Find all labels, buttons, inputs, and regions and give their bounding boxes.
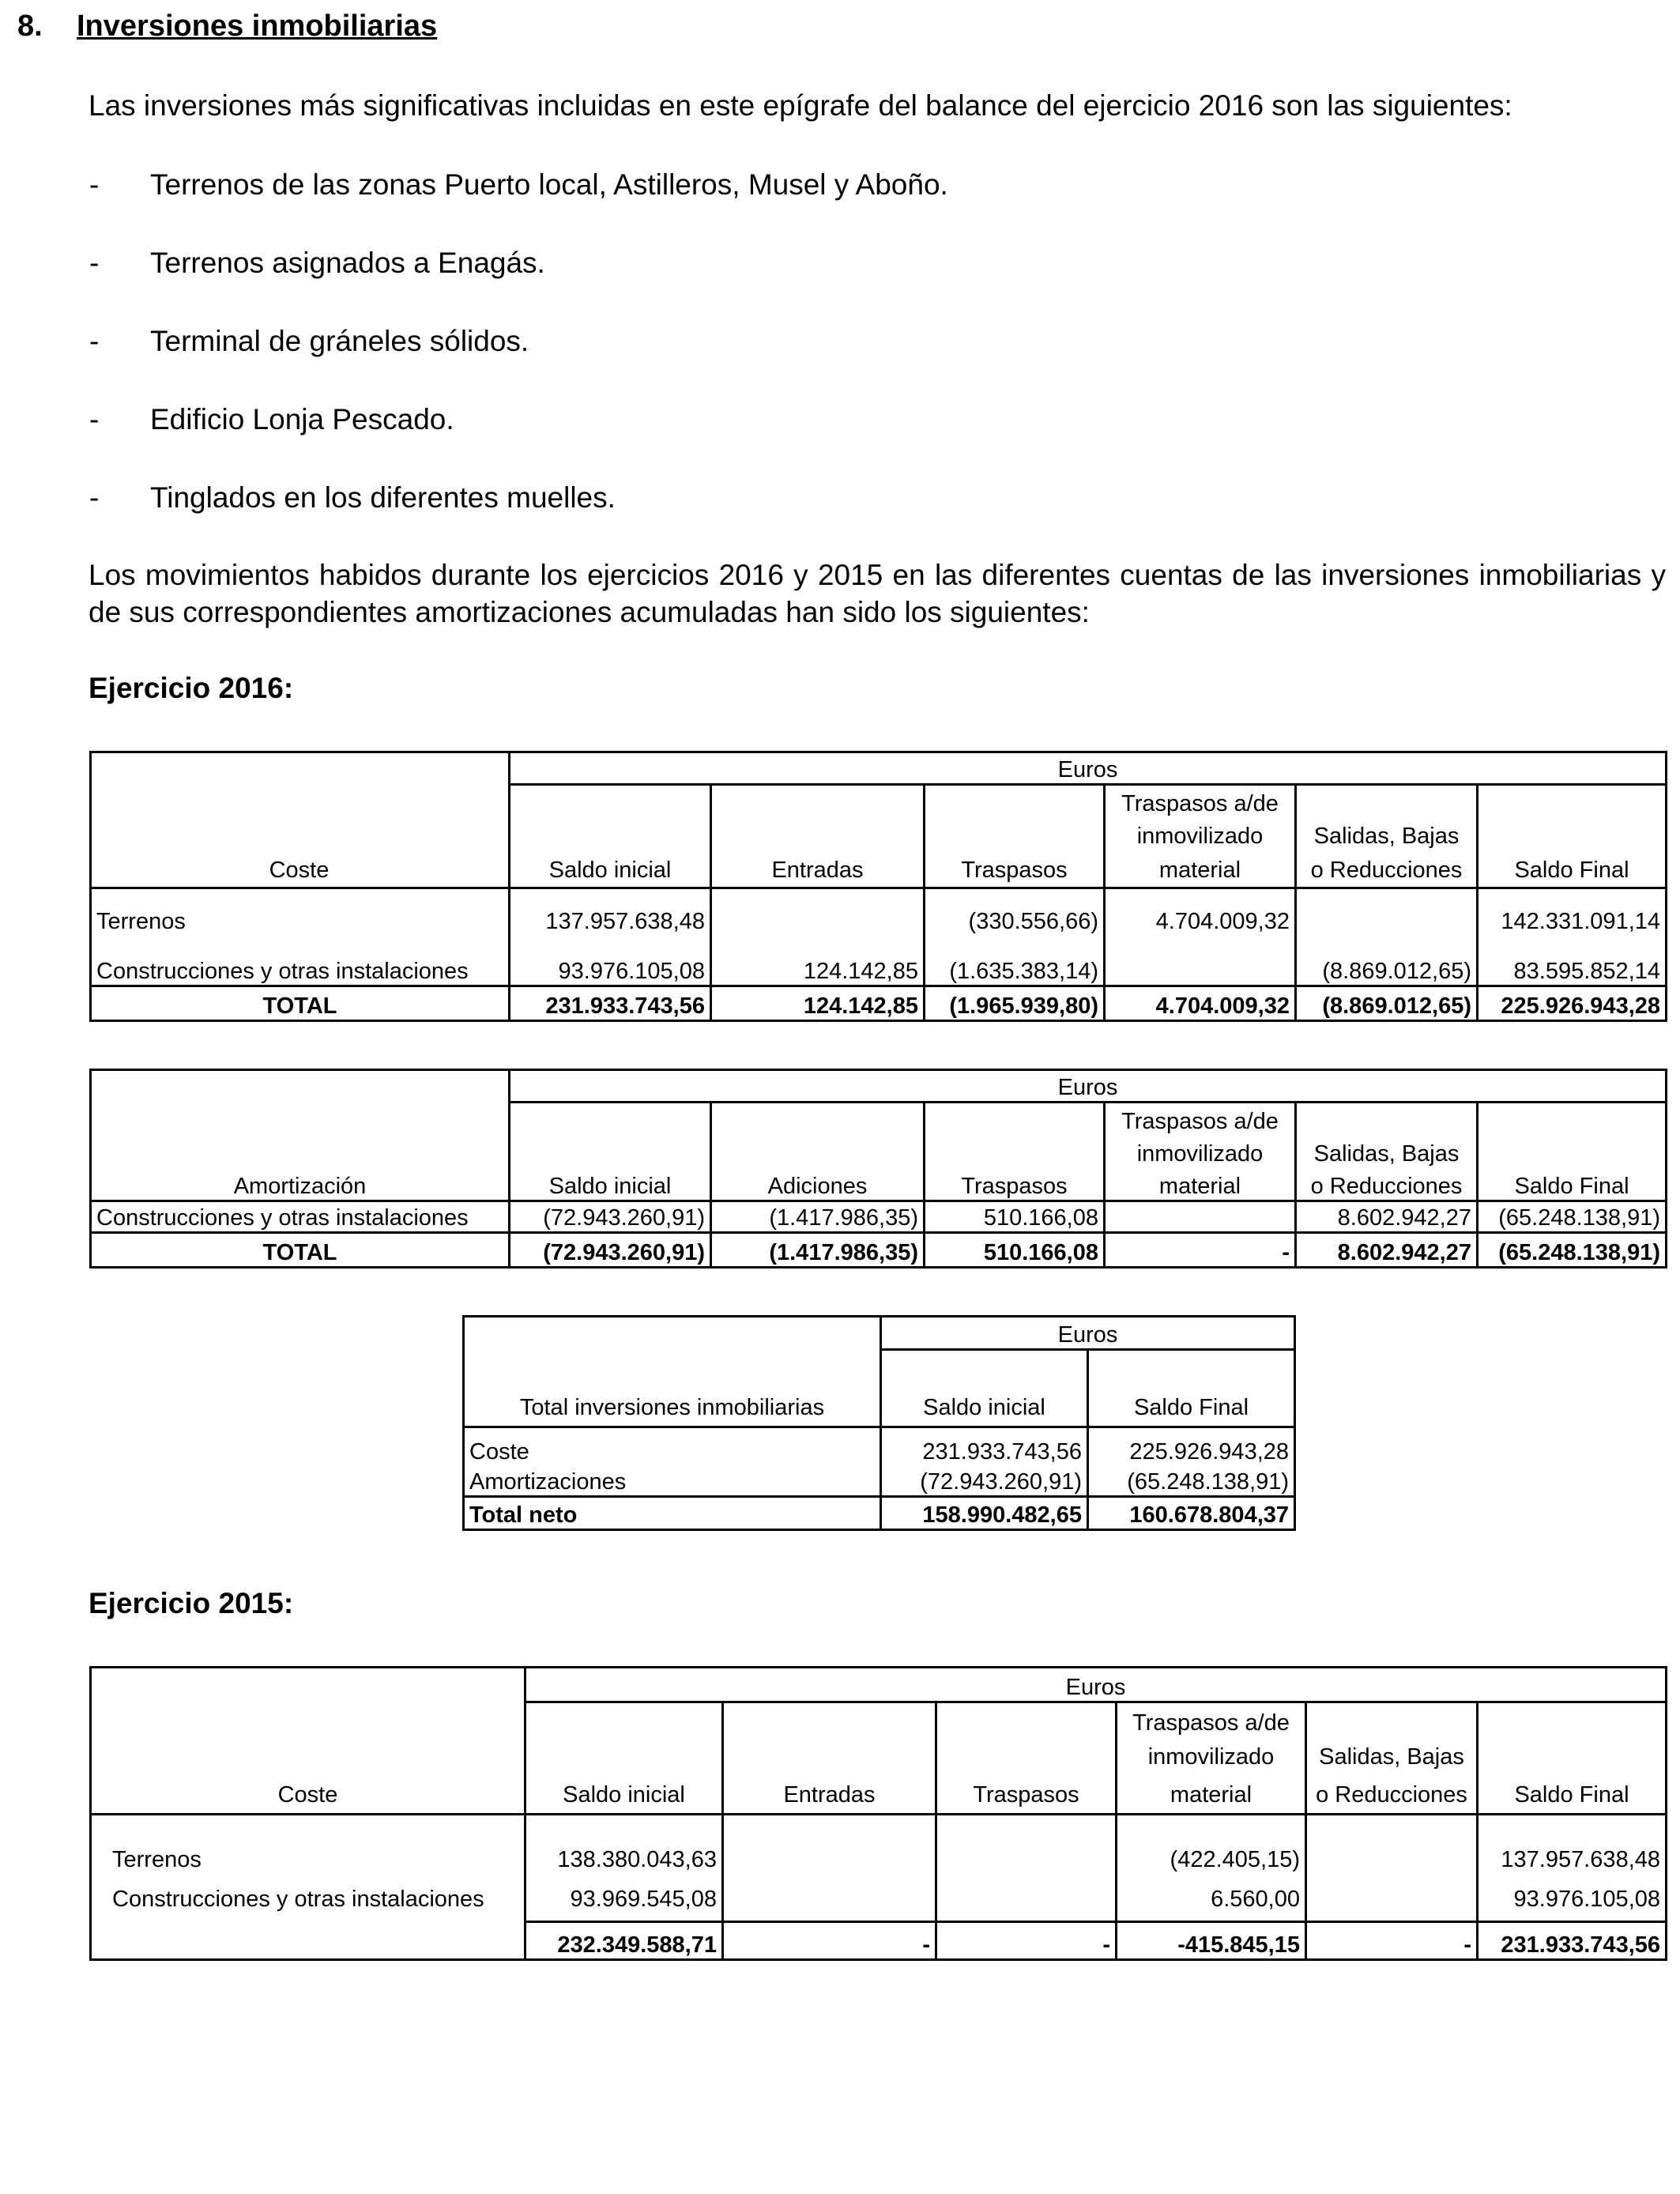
col-header: Entradas xyxy=(711,850,925,884)
bullet-dash: - xyxy=(89,325,100,357)
col-header: material xyxy=(1117,1770,1306,1815)
cell xyxy=(1306,1873,1478,1913)
col-header: Saldo inicial xyxy=(525,1770,723,1815)
cell: (422.405,15) xyxy=(1117,1815,1306,1873)
total-cell: - xyxy=(936,1922,1117,1960)
coste-2016-table xyxy=(89,751,1667,1022)
cell: 6.560,00 xyxy=(1117,1873,1306,1913)
col-header: Salidas, Bajas xyxy=(1296,817,1478,850)
cell xyxy=(936,1873,1117,1913)
amort-column-title: Amortización xyxy=(91,1070,510,1201)
cell: (1.635.383,14) xyxy=(925,935,1105,986)
cell: (65.248.138,91) xyxy=(1478,1201,1667,1233)
row-label: Coste xyxy=(464,1427,881,1465)
total-cell: 124.142,85 xyxy=(711,986,925,1020)
cell: 93.969.545,08 xyxy=(525,1873,723,1913)
bullet-dash: - xyxy=(89,481,100,514)
col-header: inmovilizado xyxy=(1105,1135,1296,1167)
cell xyxy=(723,1815,936,1873)
row-label: Terrenos xyxy=(91,889,510,935)
euros-header: Euros xyxy=(510,752,1667,785)
col-header: Saldo Final xyxy=(1478,850,1667,884)
cell: 124.142,85 xyxy=(711,935,925,986)
total-cell: 4.704.009,32 xyxy=(1105,986,1296,1020)
cell xyxy=(711,889,925,935)
col-header: Traspasos xyxy=(925,850,1105,884)
col-header: Traspasos a/de xyxy=(1117,1702,1306,1736)
total-cell: (1.417.986,35) xyxy=(711,1233,925,1268)
row-label: Terrenos xyxy=(91,1815,525,1873)
coste-2015-table xyxy=(89,1666,1667,1961)
total-cell: 8.602.942,27 xyxy=(1296,1233,1478,1268)
row-label: Construcciones y otras instalaciones xyxy=(91,1873,525,1913)
bullet-text: Terrenos de las zonas Puerto local, Astilleros, Musel y Aboño. xyxy=(150,168,948,201)
cell xyxy=(723,1873,936,1913)
total-cell: 510.166,08 xyxy=(925,1233,1105,1268)
col-header: Saldo inicial xyxy=(510,850,711,884)
cell: 93.976.105,08 xyxy=(1478,1873,1667,1913)
cell: 142.331.091,14 xyxy=(1478,889,1667,935)
col-header: Traspasos a/de xyxy=(1105,785,1296,817)
bullet-text: Terminal de gráneles sólidos. xyxy=(150,325,529,357)
total-cell: (8.869.012,65) xyxy=(1296,986,1478,1020)
coste-column-title: Coste xyxy=(91,1668,525,1815)
cell: 8.602.942,27 xyxy=(1296,1201,1478,1233)
col-header: Adiciones xyxy=(711,1167,925,1201)
cell: (72.943.260,91) xyxy=(510,1201,711,1233)
cell: (65.248.138,91) xyxy=(1088,1465,1295,1497)
col-header: o Reducciones xyxy=(1296,850,1478,884)
total-label xyxy=(91,1922,525,1960)
euros-header: Euros xyxy=(881,1317,1295,1350)
movements-paragraph: Los movimientos habidos durante los ejercicios 2016 y 2015 en las diferentes cuentas de las inversiones inmobiliarias y de sus correspondientes amortizaciones acumuladas han sido los siguientes: xyxy=(89,559,1666,628)
total-cell: (72.943.260,91) xyxy=(510,1233,711,1268)
cell xyxy=(1306,1815,1478,1873)
cell xyxy=(1105,935,1296,986)
intro-paragraph: Las inversiones más significativas incluidas en este epígrafe del balance del ejercicio 2016 son las siguientes: xyxy=(89,89,1512,122)
ejercicio-2015-heading: Ejercicio 2015: xyxy=(89,1587,294,1619)
cell: 231.933.743,56 xyxy=(881,1427,1088,1465)
total-cell: - xyxy=(1306,1922,1478,1960)
col-header: inmovilizado xyxy=(1117,1736,1306,1770)
total-cell: (1.965.939,80) xyxy=(925,986,1105,1020)
col-header: Traspasos a/de xyxy=(1105,1103,1296,1135)
cell: (330.556,66) xyxy=(925,889,1105,935)
coste-column-title: Coste xyxy=(269,858,330,883)
total-cell: 158.990.482,65 xyxy=(881,1497,1088,1530)
cell: (72.943.260,91) xyxy=(881,1465,1088,1497)
total-label: TOTAL xyxy=(91,1233,510,1268)
total-label: TOTAL xyxy=(91,986,510,1020)
col-header: Traspasos xyxy=(936,1770,1117,1815)
section-title: Inversiones inmobiliarias xyxy=(77,9,438,43)
row-label: Amortizaciones xyxy=(464,1465,881,1497)
total-cell: (65.248.138,91) xyxy=(1478,1233,1667,1268)
cell: 225.926.943,28 xyxy=(1088,1427,1295,1465)
cell: 137.957.638,48 xyxy=(510,889,711,935)
bullet-text: Tinglados en los diferentes muelles. xyxy=(150,481,616,514)
resumen-column-title: Total inversiones inmobiliarias xyxy=(464,1317,881,1427)
col-header: o Reducciones xyxy=(1306,1770,1478,1815)
cell: 83.595.852,14 xyxy=(1478,935,1667,986)
euros-header: Euros xyxy=(510,1070,1667,1103)
bullet-dash: - xyxy=(89,403,100,435)
col-header: Saldo inicial xyxy=(510,1167,711,1201)
col-header: Salidas, Bajas xyxy=(1296,1135,1478,1167)
total-cell: - xyxy=(723,1922,936,1960)
col-header: Entradas xyxy=(723,1770,936,1815)
cell: (8.869.012,65) xyxy=(1296,935,1478,986)
col-header: o Reducciones xyxy=(1296,1167,1478,1201)
euros-header: Euros xyxy=(525,1668,1667,1702)
col-header: Saldo Final xyxy=(1478,1770,1667,1815)
col-header: Saldo Final xyxy=(1088,1350,1295,1427)
cell: 510.166,08 xyxy=(925,1201,1105,1233)
resumen-2016-table xyxy=(462,1315,1296,1531)
bullet-dash: - xyxy=(89,247,100,279)
total-cell: 160.678.804,37 xyxy=(1088,1497,1295,1530)
col-header: Saldo Final xyxy=(1478,1167,1667,1201)
row-label: Construcciones y otras instalaciones xyxy=(91,935,510,986)
col-header: material xyxy=(1105,1167,1296,1201)
cell: 93.976.105,08 xyxy=(510,935,711,986)
cell: 137.957.638,48 xyxy=(1478,1815,1667,1873)
total-cell: 225.926.943,28 xyxy=(1478,986,1667,1020)
total-cell: - xyxy=(1105,1233,1296,1268)
col-header: Traspasos xyxy=(925,1167,1105,1201)
cell: (1.417.986,35) xyxy=(711,1201,925,1233)
total-cell: 231.933.743,56 xyxy=(1478,1922,1667,1960)
cell: 4.704.009,32 xyxy=(1105,889,1296,935)
col-header: material xyxy=(1105,850,1296,884)
col-header: Salidas, Bajas xyxy=(1306,1736,1478,1770)
total-cell: 231.933.743,56 xyxy=(510,986,711,1020)
cell: 138.380.043,63 xyxy=(525,1815,723,1873)
total-cell: 232.349.588,71 xyxy=(525,1922,723,1960)
section-number: 8. xyxy=(17,9,43,43)
total-label: Total neto xyxy=(464,1497,881,1530)
cell xyxy=(936,1815,1117,1873)
amortizacion-2016-table xyxy=(89,1069,1667,1269)
col-header: inmovilizado xyxy=(1105,817,1296,850)
total-cell: -415.845,15 xyxy=(1117,1922,1306,1960)
cell xyxy=(1296,889,1478,935)
bullet-dash: - xyxy=(89,168,100,201)
cell xyxy=(1105,1201,1296,1233)
bullet-text: Edificio Lonja Pescado. xyxy=(150,403,454,435)
ejercicio-2016-heading: Ejercicio 2016: xyxy=(89,672,294,704)
row-label: Construcciones y otras instalaciones xyxy=(91,1201,510,1233)
col-header: Saldo inicial xyxy=(881,1350,1088,1427)
bullet-text: Terrenos asignados a Enagás. xyxy=(150,247,545,279)
